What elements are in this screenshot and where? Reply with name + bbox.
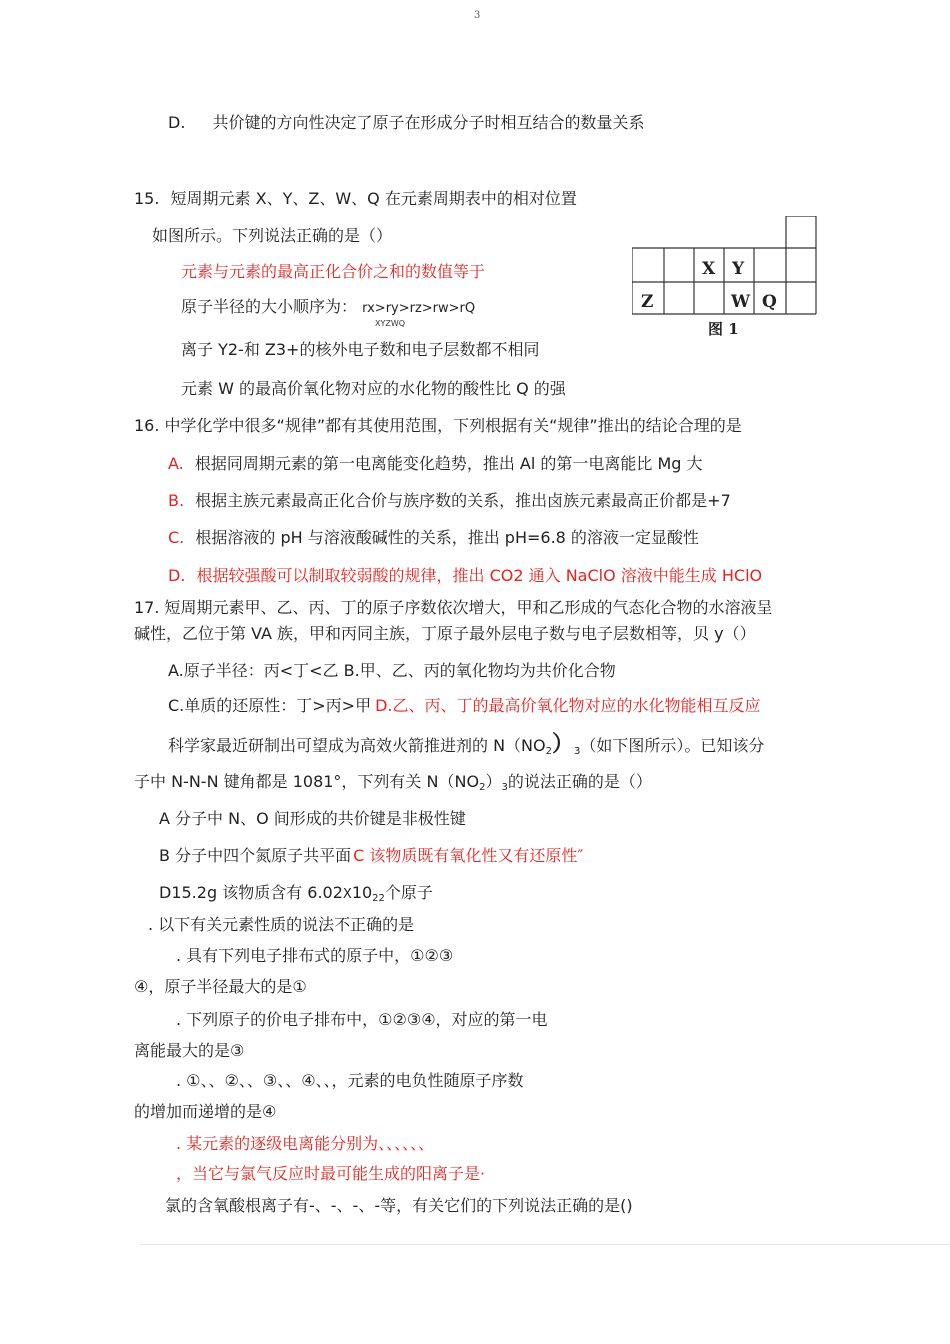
q17-stem-line2: 碱性，乙位于第 VA 族，甲和丙同主族，丁原子最外层电子数与电子层数相等，贝 y（） <box>134 624 756 643</box>
q16-option-a <box>168 454 703 474</box>
q19-option-c-line2: 的增加而递增的是④ <box>134 1102 277 1121</box>
cell-z: Z <box>641 292 654 312</box>
q17-option-c: C.单质的还原性：丁>丙>甲 <box>168 696 372 715</box>
periodic-table-figure <box>632 216 818 344</box>
q16-option-c-label: C. <box>168 528 185 547</box>
q14-option-d-label: D. <box>168 113 186 132</box>
q15-option-b-pre: 原子半径的大小顺序为： <box>181 297 358 316</box>
q15-option-b <box>181 297 475 319</box>
q18-option-d-mid: 10 <box>351 883 373 902</box>
q17-options-cd <box>168 696 761 716</box>
q19-option-d-line1: . 某元素的逐级电离能分别为、、、、、、 <box>176 1134 435 1153</box>
q18-stem-line1 <box>168 732 765 762</box>
figure-caption: 图 1 <box>708 320 739 338</box>
q18-stem2-sub: 2 <box>479 782 486 793</box>
q16-option-b-label: B. <box>168 491 185 510</box>
q16-option-d-label: D. <box>168 566 186 585</box>
q14-option-d <box>168 113 645 133</box>
q18-stem2-sub2: 3 <box>501 782 508 793</box>
q17-options-ab: A.原子半径：丙<丁<乙 B.甲、乙、丙的氧化物均为共价化合物 <box>168 661 616 680</box>
q18-option-d-x: X <box>342 887 352 902</box>
q15-stem1-text: 短周期元素 X、Y、Z、W、Q 在元素周期表中的相对位置 <box>170 189 577 208</box>
q15-stem-line1 <box>134 189 577 209</box>
q18-stem-line2 <box>134 772 652 798</box>
q16-option-a-text: 根据同周期元素的第一电离能变化趋势，推出 Al 的第一电离能比 Mg 大 <box>194 454 703 473</box>
q16-option-a-label: A. <box>168 454 184 473</box>
q15-option-c: 离子 Y2-和 Z3+的核外电子数和电子层数都不相同 <box>181 340 540 359</box>
q18-option-a: A 分子中 N、O 间形成的共价键是非极性键 <box>159 809 466 828</box>
q16-stem: 16. 中学化学中很多“规律”都有其使用范围，下列根据有关“规律”推出的结论合理的是 <box>134 416 742 435</box>
q17-stem-line1: 17. 短周期元素甲、乙、丙、丁的原子序数依次增大，甲和乙形成的气态化合物的水溶液呈 <box>134 598 773 617</box>
periodic-table-svg <box>632 216 818 340</box>
q18-option-d <box>159 883 433 909</box>
q15-number: 15. <box>134 189 160 208</box>
q15-option-b-subscripts: XYZWQ <box>375 319 406 328</box>
q16-option-c <box>168 528 699 548</box>
q16-option-c-text: 根据溶液的 pH 与溶液酸碱性的关系，推出 pH=6.8 的溶液一定显酸性 <box>195 528 699 547</box>
cell-y: Y <box>732 259 745 279</box>
q20-stem: 氯的含氧酸根离子有-、-、-、-等，有关它们的下列说法正确的是() <box>165 1196 633 1215</box>
q16-option-b <box>168 491 731 511</box>
footer-divider <box>140 1244 950 1245</box>
q18-stem1-tail: （如下图所示）。已知该分 <box>580 736 765 755</box>
q19-option-c-line1: . ①、、②、、③、、④、、，元素的电负性随原子序数 <box>176 1071 524 1090</box>
q18-stem2-pre: 子中 N-N-N 键角都是 1081°，下列有关 N（NO <box>134 772 480 791</box>
q18-stem1-paren: ） <box>552 732 575 757</box>
q15-stem-line2: 如图所示。下列说法正确的是（） <box>152 226 393 245</box>
q18-stem2-paren: ） <box>485 772 502 791</box>
q17-option-d: D.乙、丙、丁的最高价氧化物对应的水化物能相互反应 <box>375 696 761 715</box>
cell-x: X <box>702 259 716 279</box>
q19-option-a-line2: ④，原子半径最大的是① <box>134 977 307 996</box>
q18-stem1-sub: 2 <box>545 746 552 757</box>
q19-option-b-line2: 离能最大的是③ <box>134 1041 245 1060</box>
page-number: 3 <box>474 10 481 21</box>
q19-stem: . 以下有关元素性质的说法不正确的是 <box>148 915 415 934</box>
cell-w: W <box>731 292 751 312</box>
q18-option-d-sub: 22 <box>372 893 385 904</box>
q18-option-d-post: 个原子 <box>384 883 433 902</box>
q15-option-a: 元素与元素的最高正化合价之和的数值等于 <box>181 262 486 281</box>
q18-stem2-tail: 的说法正确的是（） <box>507 772 652 791</box>
q14-option-d-text: 共价键的方向性决定了原子在形成分子时相互结合的数量关系 <box>212 113 645 132</box>
q15-option-d: 元素 W 的最高价氧化物对应的水化物的酸性比 Q 的强 <box>181 379 566 398</box>
q19-option-d-line2: ，当它与氯气反应时最可能生成的阳离子是· <box>176 1164 486 1183</box>
q18-stem1-pre: 科学家最近研制出可望成为高效火箭推进剂的 N（NO <box>168 736 546 755</box>
q19-option-b-line1: . 下列原子的价电子排布中，①②③④，对应的第一电 <box>176 1010 548 1029</box>
q18-stem1-sub2: 3 <box>574 746 581 757</box>
q18-option-b: B 分子中四个氮原子共平面 <box>159 846 352 865</box>
q16-option-d-text: 根据较强酸可以制取较弱酸的规律，推出 CO2 通入 NaClO 溶液中能生成 HClO <box>196 566 763 585</box>
q18-option-d-pre: D15.2g 该物质含有 6.02 <box>159 883 343 902</box>
q18-option-c: C 该物质既有氧化性又有还原性″ <box>353 846 584 865</box>
q15-option-b-formula: rx>ry>rz>rw>rQ <box>362 301 476 316</box>
q16-option-d <box>168 566 762 586</box>
q18-options-bc <box>159 846 583 866</box>
cell-q: Q <box>762 292 777 312</box>
q16-option-b-text: 根据主族元素最高正化合价与族序数的关系，推出卤族元素最高正价都是+7 <box>195 491 731 510</box>
q19-option-a-line1: . 具有下列电子排布式的原子中，①②③ <box>176 946 454 965</box>
